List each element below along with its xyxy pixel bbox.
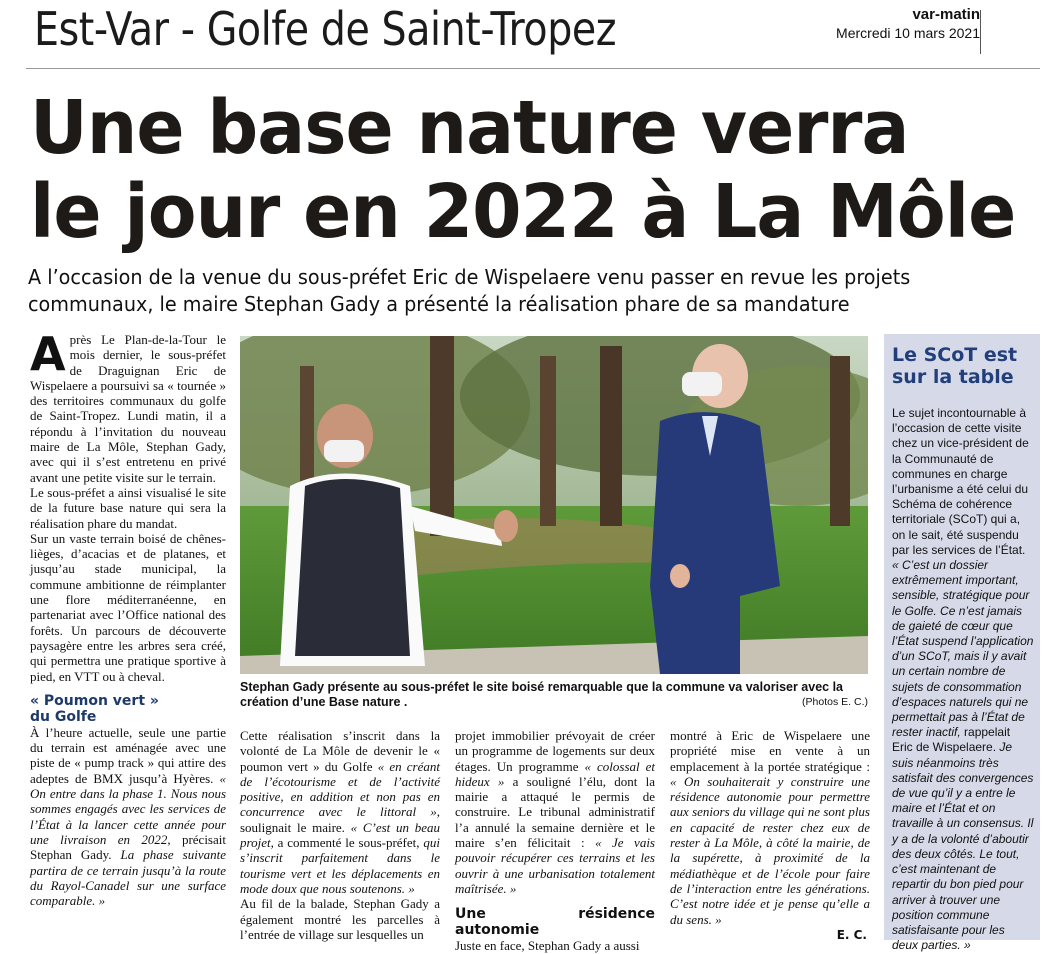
subhead-residence: Une résidence autonomie [455,906,655,939]
headline [30,86,1015,254]
paragraph [670,728,870,927]
paragraph: Au fil de la balade, Stephan Gady a également montré les parcelles à l’entrée de village sur lesquelles un [240,896,440,942]
quote: qui s’inscrit parfaitement dans le tourisme vert et les déplacements en mode doux que nous soutenons. » [240,835,440,896]
masthead-divider [980,10,981,54]
quote: Je suis néanmoins très satisfait des convergences de vue qu’il y a entre le maire et l’État et on travaille à un consensus. Il y a de la volonté d’aboutir des deux côtés. Le tout, c’est maintenant de repartir du bon pied pour arriver à trouver une position commune satisfaisante pour les deux parties. » [892,740,1034,953]
section-title: Est-Var - Golfe de Saint-Tropez [34,2,617,56]
sidebar-text [892,406,1034,953]
subhead-line-2: du Golfe [30,708,97,725]
text: Le sujet incontournable à l’occasion de cette visite chez un vice-président de la Communauté de communes en charge l’urbanisme a été celui du Schéma de cohérence territoriale (SCoT) qui a, on le sait, été suspendu par les services de l’État. [892,406,1029,557]
quote: « colossal et hideux » [455,758,655,789]
quote: La phase suivante partira de ce terrain jusqu’à la route du Rayol-Canadel sur une surface comparable. » [30,847,226,909]
headline-line-2: le jour en 2022 à La Môle [30,169,1016,255]
dropcap: A [30,327,66,381]
quote: « C’est un beau projet, [240,819,440,851]
paragraph: Juste en face, Stephan Gady a aussi [455,938,640,954]
author-signature: E. C. [836,928,867,942]
quote: « Je vais pouvoir récupérer ces terrains et les ouvrir à une urbanisation totalement maîtrisée. » [455,835,655,896]
article-column-2 [240,728,440,942]
text: À l’heure actuelle, seule une partie du terrain est aménagée avec une piste de « pump track » qui attire des adeptes de BMX jusqu’à Hyères. [30,724,226,786]
issue-date: Mercredi 10 mars 2021 [836,25,980,41]
text: Cette réalisation s’inscrit dans la volonté de La Môle de devenir le « poumon vert » du Golfe [240,728,440,774]
sidebar-title-line-1: Le SCoT est [892,344,1018,366]
text: a commenté le sous-préfet, [273,835,424,851]
standfirst: A l’occasion de la venue du sous-préfet Eric de Wispelaere venu passer en revue les projets communaux, le maire Stephan Gady a présenté la réalisation phare de sa mandature [28,265,911,316]
photo-credit: (Photos E. C.) [802,696,868,708]
text: , soulignait le maire. [240,804,440,835]
top-rule [26,68,1040,69]
publication-brand [836,6,980,41]
brand-name: var-matin [912,6,980,23]
article-column-1 [30,327,226,909]
quote: « en créant de l’écotourisme et de l’activité positive, en addition et non pas en concurrence avec le littoral » [240,758,440,820]
quote: « On entre dans la phase 1. Nous nous sommes engagés avec les services de l’État à la lancer cette année pour une livraison en 2022, [30,770,226,847]
paragraph: Sur un vaste terrain boisé de chênes-lièges, d’acacias et de platanes, et jusqu’au stade municipal, la commune ambitionne de réimplanter une flore méditerranéenne, en partenariat avec l’Office national des forêts. Un parcours de découverte paysagère entre les arbres sera créé, qui permettra une pratique sportive à pied, en VTT ou à cheval. [30,530,226,684]
sidebar-title-line-2: sur la table [892,366,1014,388]
paragraph [455,728,655,896]
text: montré à Eric de Wispelaere une propriété mise en vente à un emplacement à la portée stratégique : [670,728,870,774]
photo-caption [240,680,868,710]
text: précisait Stephan Gady. [30,831,226,863]
paragraph [240,728,440,896]
paragraph [30,725,226,909]
subhead-line-1: « Poumon vert » [30,692,159,709]
text: a souligné l’élu, dont la mairie a attaqué le permis de construire. Le tribunal administratif l’a annulé la semaine dernière et le maire s’en félicitait : [455,773,656,851]
caption-text: Stephan Gady présente au sous-préfet le site boisé remarquable que la commune va valoriser avec la création d’une Base nature . [240,680,844,709]
subhead-poumon-vert [30,693,226,725]
article-column-4 [670,728,870,927]
text: projet immobilier prévoyait de créer un programme de logements sur deux étages. Un programme [455,728,655,774]
sidebar-box [884,334,1040,953]
article-photo [240,336,868,674]
paragraph: près Le Plan-de-la-Tour le mois dernier, le sous-préfet de Draguignan Eric de Wispelaere a poursuivi sa « tournée » des territoires communaux du golfe de Saint-Tropez. Lundi matin, il a répondu à l’invitation du nouveau maire de La Môle, Stephan Gady, avec qui il s’est entretenu en privé avant une petite visite sur le terrain. [30,332,226,485]
text: rappelait Eric de Wispelaere. [892,725,1011,755]
headline-line-1: Une base nature verra [30,85,909,171]
sidebar-title [892,344,1017,388]
paragraph: Le sous-préfet a ainsi visualisé le site de la future base nature qui sera la réalisation phare du mandat. [30,484,226,531]
photo-park-scene [240,336,868,674]
quote: « C’est un dossier extrêmement important, sensible, stratégique pour le Golfe. Ce n’est jamais de gaieté de cœur que l’État suspend l’application d’un SCoT, mais il y avait un certain nombre de sujets de consommation d’espaces naturels qui ne permettait pas à l’État de rester inactif, [892,558,1034,740]
quote: « On souhaiterait y construire une résidence autonomie pour permettre aux seniors du village qui ne sont plus en capacité de rester chez eux de rester à La Môle, à côté la mairie, de la supérette, à proximité de la médiathèque et de l’école pour faire de l’interaction entre les générations. C’est notre idée et je pense qu’elle a du sens. » [670,773,870,927]
article-column-3 [455,728,655,954]
